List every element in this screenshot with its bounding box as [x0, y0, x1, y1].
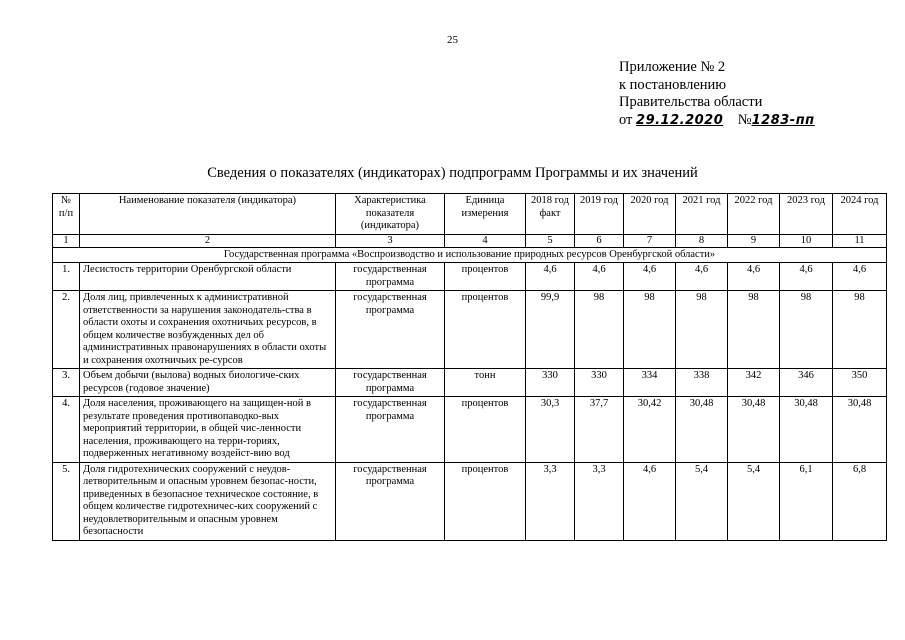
header-cell: Характеристика показателя (индикатора) — [336, 194, 445, 235]
indicator-characteristic: государственная программа — [336, 263, 445, 291]
header-cell: Наименование показателя (индикатора) — [80, 194, 336, 235]
column-number: 4 — [445, 234, 526, 247]
value-2020: 4,6 — [624, 462, 676, 540]
header-cell: Единица измерения — [445, 194, 526, 235]
handwritten-date: 29.12.2020 — [636, 112, 724, 128]
indicator-name: Доля гидротехнических сооружений с неудов-летворительным и опасным уровнем безопас-ности, приведенных в безопасное техническое состояние, в общем количестве гидротехничес-ких сооружений с неудовлетворительным и опасным уровнем безопасности — [80, 462, 336, 540]
document-title: Сведения о показателях (индикаторах) подпрограмм Программы и их значений — [207, 165, 698, 181]
value-2021: 5,4 — [676, 462, 728, 540]
appendix-title: Приложение № 2 — [619, 59, 726, 75]
column-number: 3 — [336, 234, 445, 247]
table-row — [53, 291, 887, 369]
value-2020: 334 — [624, 369, 676, 397]
row-number: 5. — [53, 462, 80, 540]
header-cell: 2020 год — [624, 194, 676, 235]
appendix-government: Правительства области — [619, 94, 763, 110]
table-row — [53, 462, 887, 540]
value-2023: 346 — [780, 369, 833, 397]
indicator-characteristic: государственная программа — [336, 462, 445, 540]
column-number: 2 — [80, 234, 336, 247]
appendix-date-line — [619, 112, 889, 130]
column-number: 7 — [624, 234, 676, 247]
value-2024: 98 — [833, 291, 887, 369]
header-cell: 2024 год — [833, 194, 887, 235]
value-2022: 5,4 — [728, 462, 780, 540]
value-2021: 4,6 — [676, 263, 728, 291]
row-number: 2. — [53, 291, 80, 369]
section-row — [53, 247, 887, 263]
indicator-characteristic: государственная программа — [336, 369, 445, 397]
indicator-name: Доля населения, проживающего на защищен-ной в результате проведения противопаводко-вых мероприятий территории, в общей чис-ленности населения, проживающего на терри-ториях, подверженных негативному воздейст-вию вод — [80, 397, 336, 463]
indicator-name: Доля лиц, привлеченных к административной ответственности за нарушения законодатель-ства в области охоты и сохранения охотничьих ресурсов, в общем количестве возбужденных дел об административных правонарушениях в области охоты и сохранения охотничьих ре-сурсов — [80, 291, 336, 369]
handwritten-number: 1283-пп — [751, 112, 815, 128]
appendix-block — [619, 59, 889, 129]
header-cell: № п/п — [53, 194, 80, 235]
value-2018: 4,6 — [526, 263, 575, 291]
indicator-name: Объем добычи (вылова) водных биологиче-ских ресурсов (годовое значение) — [80, 369, 336, 397]
header-cell: 2019 год — [575, 194, 624, 235]
value-2019: 37,7 — [575, 397, 624, 463]
number-prefix: № — [737, 111, 752, 128]
value-2022: 30,48 — [728, 397, 780, 463]
table-header-row — [53, 194, 887, 235]
column-number: 6 — [575, 234, 624, 247]
value-2020: 30,42 — [624, 397, 676, 463]
header-cell: 2018 год факт — [526, 194, 575, 235]
value-2024: 6,8 — [833, 462, 887, 540]
value-2019: 330 — [575, 369, 624, 397]
column-number-row — [53, 234, 887, 247]
value-2019: 98 — [575, 291, 624, 369]
value-2018: 3,3 — [526, 462, 575, 540]
row-number: 4. — [53, 397, 80, 463]
column-number: 10 — [780, 234, 833, 247]
indicator-unit: процентов — [445, 462, 526, 540]
value-2019: 3,3 — [575, 462, 624, 540]
value-2024: 350 — [833, 369, 887, 397]
indicator-characteristic: государственная программа — [336, 291, 445, 369]
value-2023: 4,6 — [780, 263, 833, 291]
value-2018: 30,3 — [526, 397, 575, 463]
indicator-characteristic: государственная программа — [336, 397, 445, 463]
value-2022: 342 — [728, 369, 780, 397]
table-row — [53, 397, 887, 463]
value-2023: 30,48 — [780, 397, 833, 463]
indicator-name: Лесистость территории Оренбургской области — [80, 263, 336, 291]
column-number: 8 — [676, 234, 728, 247]
indicator-unit: тонн — [445, 369, 526, 397]
value-2024: 30,48 — [833, 397, 887, 463]
value-2020: 98 — [624, 291, 676, 369]
value-2022: 4,6 — [728, 263, 780, 291]
value-2021: 30,48 — [676, 397, 728, 463]
section-title: Государственная программа «Воспроизводство и использование природных ресурсов Оренбургской области» — [53, 247, 887, 263]
indicator-unit: процентов — [445, 263, 526, 291]
table-row — [53, 263, 887, 291]
row-number: 3. — [53, 369, 80, 397]
indicator-unit: процентов — [445, 291, 526, 369]
value-2021: 338 — [676, 369, 728, 397]
date-prefix: от — [619, 111, 633, 128]
value-2023: 98 — [780, 291, 833, 369]
value-2019: 4,6 — [575, 263, 624, 291]
indicator-unit: процентов — [445, 397, 526, 463]
indicators-table — [52, 193, 887, 541]
table-row — [53, 369, 887, 397]
row-number: 1. — [53, 263, 80, 291]
value-2021: 98 — [676, 291, 728, 369]
value-2024: 4,6 — [833, 263, 887, 291]
column-number: 5 — [526, 234, 575, 247]
value-2018: 99,9 — [526, 291, 575, 369]
header-cell: 2021 год — [676, 194, 728, 235]
column-number: 9 — [728, 234, 780, 247]
value-2020: 4,6 — [624, 263, 676, 291]
value-2023: 6,1 — [780, 462, 833, 540]
appendix-resolution: к постановлению — [619, 76, 727, 93]
column-number: 1 — [53, 234, 80, 247]
header-cell: 2023 год — [780, 194, 833, 235]
column-number: 11 — [833, 234, 887, 247]
header-cell: 2022 год — [728, 194, 780, 235]
value-2018: 330 — [526, 369, 575, 397]
page-number: 25 — [447, 34, 458, 46]
value-2022: 98 — [728, 291, 780, 369]
